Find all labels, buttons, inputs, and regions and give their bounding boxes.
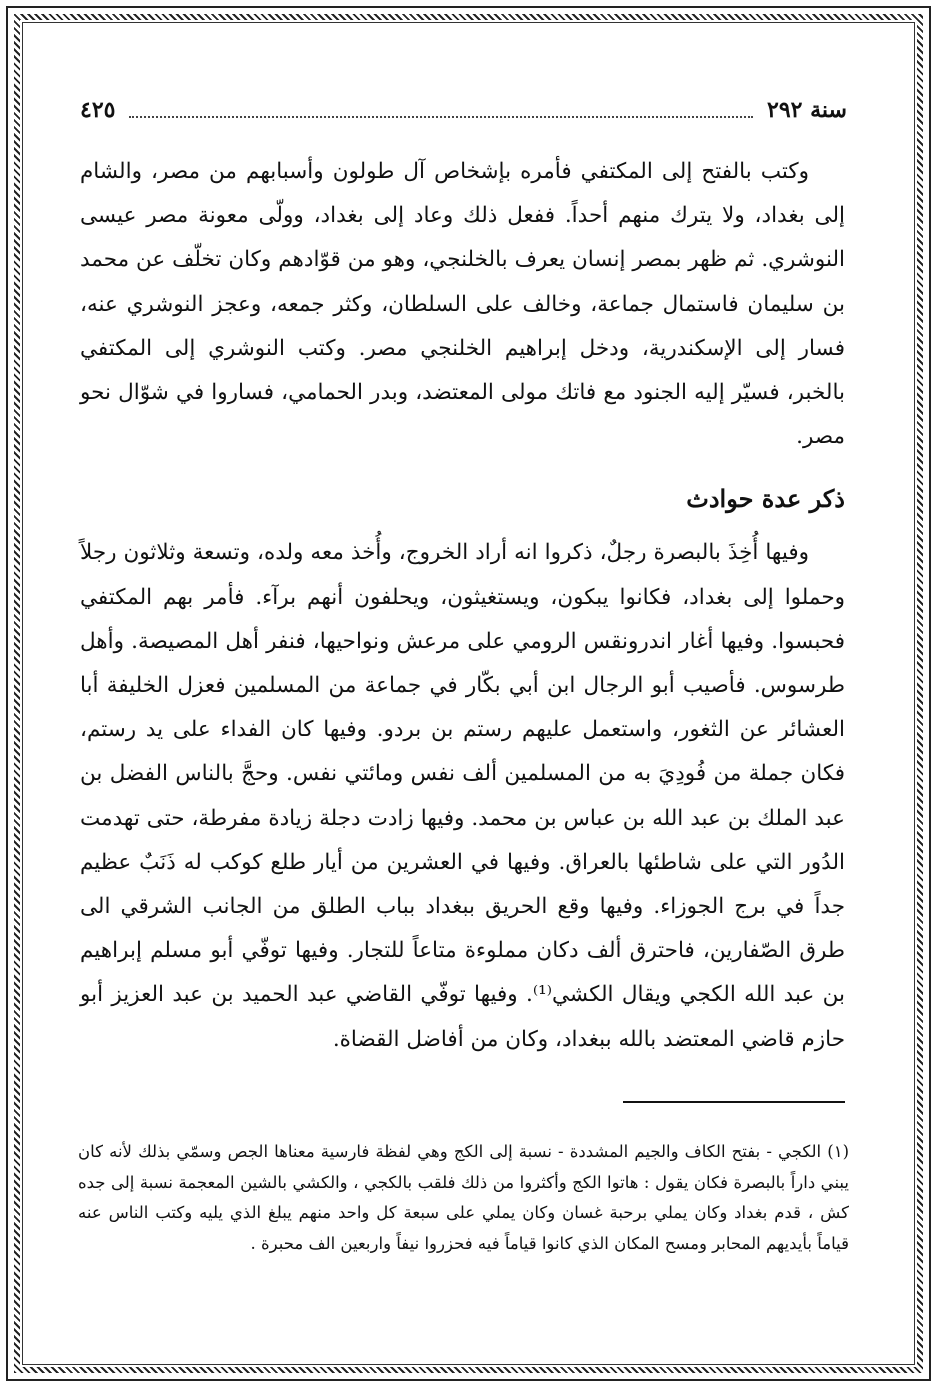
footnote-1: (١) الكجي - بفتح الكاف والجيم المشددة - نسبة إلى الكج وهي لفظة فارسية معناها الجص وسمّي بذلك لأنه كان يبني داراً بالبصرة فكان يقول : هاتوا الكج وأكثروا من ذلك فلقب بالكجي ، والكشي بالشين المعجمة نسبة إلى جده كش ، قدم بغداد وكان يملي برحبة غسان وكان يملي على سبعة كل واحد منهم يبلغ الذي يليه وكتب الناس عنه قياماً بأيديهم المحابر ومسح المكان الذي كانوا قياماً فيه فحزروا نيفاً واربعين الف محبرة . <box>78 1142 849 1253</box>
main-text <box>80 150 845 1062</box>
header-year-label: سنة ٢٩٢ <box>767 97 847 123</box>
page-number: ٤٢٥ <box>80 97 116 123</box>
paragraph-1: وكتب بالفتح إلى المكتفي فأمره بإشخاص آل طولون وأسبابهم من مصر، والشام إلى بغداد، ولا يترك منهم أحداً. ففعل ذلك وعاد إلى بغداد، وولّى معونة مصر عيسى النوشري. ثم ظهر بمصر إنسان يعرف بالخلنجي، وهو من قوّادهم وكان تخلّف عن محمد بن سليمان فاستمال جماعة، وخالف على السلطان، وكثر جمعه، وعجز النوشري عنه، فسار إلى الإسكندرية، ودخل إبراهيم الخلنجي مصر. وكتب النوشري إلى المكتفي بالخبر، فسيّر إليه الجنود مع فاتك مولى المعتضد، وبدر الحمامي، فساروا في شوّال نحو مصر. <box>80 159 845 450</box>
running-header <box>80 92 847 128</box>
footnotes <box>78 1137 849 1259</box>
footnote-separator <box>623 1101 845 1103</box>
header-dotted-leader <box>129 102 753 118</box>
paragraph-2: وفيها أُخِذَ بالبصرة رجلٌ، ذكروا انه أراد الخروج، وأُخذ معه ولده، وتسعة وثلاثون رجلاً وحملوا إلى بغداد، فكانوا يبكون، ويستغيثون، ويحلفون أنهم برآء. فأمر بهم المكتفي فحبسوا. وفيها أغار اندرونقس الرومي على مرعش ونواحيها، فنفر أهل المصيصة. وأهل طرسوس. فأصيب أبو الرجال ابن أبي بكّار في جماعة من المسلمين فعزل الخليفة أبا العشائر عن الثغور، واستعمل عليهم رستم بن بردو. وفيها كان الفداء على يد رستم، فكان جملة من فُودِيَ به من المسلمين ألف نفس ومائتي نفس. وحجَّ بالناس الفضل بن عبد الملك بن عبد الله بن عباس بن محمد. وفيها زادت دجلة زيادة مفرطة، حتى تهدمت الدُور التي على شاطئها بالعراق. وفيها في العشرين من أيار طلع كوكب له ذَنَبٌ عظيم جداً في برج الجوزاء. وفيها وقع الحريق ببغداد بباب الطلق من الجانب الشرقي الى طرق الصّفارين، فاحترق ألف دكان مملوءة متاعاً للتجار. وفيها توفّي أبو مسلم إبراهيم بن عبد الله الكجي ويقال الكشي⁽¹⁾. وفيها توفّي القاضي عبد الحميد بن عبد العزيز أبو حازم قاضي المعتضد بالله ببغداد، وكان من أفاضل القضاة. <box>80 540 845 1052</box>
section-heading: ذكر عدة حوادث <box>686 484 845 514</box>
